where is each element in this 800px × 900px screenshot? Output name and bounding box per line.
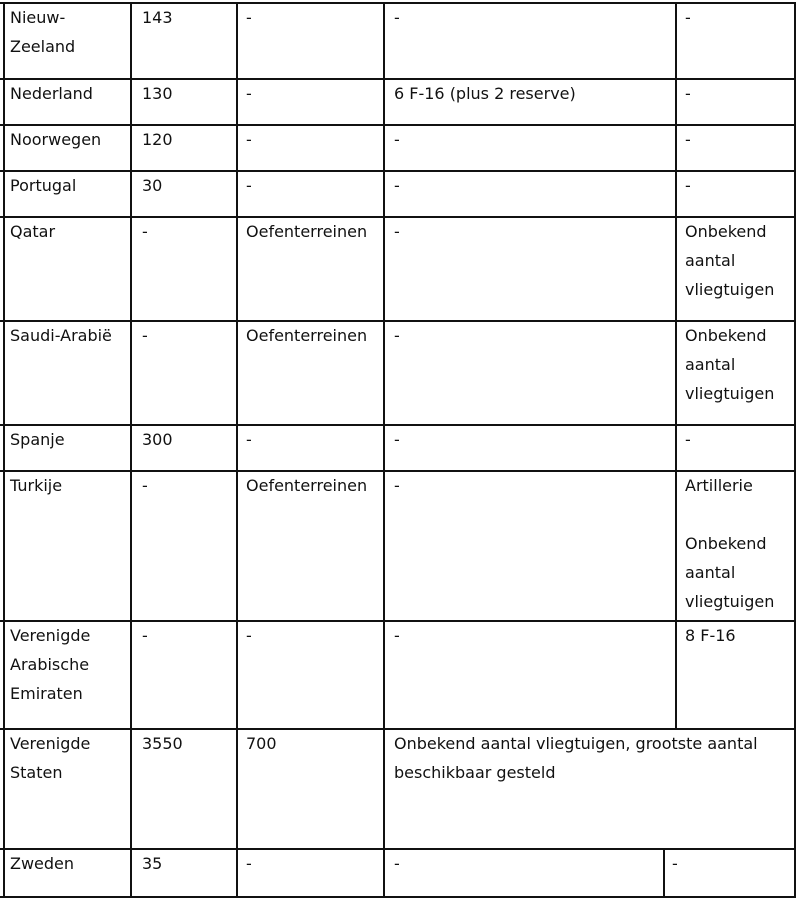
country-cell: Verenigde Arabische Emiraten <box>10 626 91 703</box>
cell-col5: - <box>685 84 691 103</box>
column-divider <box>130 470 132 622</box>
column-divider <box>3 170 5 218</box>
column-divider <box>130 848 132 898</box>
cell-col2: - <box>142 326 148 345</box>
cell-col4: - <box>394 854 400 873</box>
column-divider <box>3 78 5 126</box>
cell-col4: - <box>394 326 400 345</box>
cell-col4: - <box>394 130 400 149</box>
column-divider <box>236 620 238 730</box>
column-divider <box>675 78 677 126</box>
cell-col2: - <box>142 626 148 645</box>
cell-col2: 35 <box>142 854 163 873</box>
column-divider <box>794 728 796 850</box>
cell-col5: Onbekend aantal vliegtuigen <box>685 222 775 299</box>
column-divider <box>130 216 132 322</box>
column-divider <box>236 470 238 622</box>
cell-col3: Oefenterreinen <box>246 326 368 345</box>
cell-col5: - <box>672 854 678 873</box>
column-divider <box>3 320 5 426</box>
cell-col2: 30 <box>142 176 163 195</box>
cell-col3: Oefenterreinen <box>246 222 368 241</box>
column-divider <box>130 2 132 80</box>
cell-col4: 6 F-16 (plus 2 reserve) <box>394 84 576 103</box>
cell-col2: 3550 <box>142 734 183 753</box>
cell-col4: - <box>394 8 400 27</box>
cell-col2: 120 <box>142 130 173 149</box>
column-divider <box>383 470 385 622</box>
cell-col3: 700 <box>246 734 277 753</box>
column-divider <box>383 216 385 322</box>
column-divider <box>3 728 5 850</box>
country-cell: Spanje <box>10 430 65 449</box>
column-divider <box>236 78 238 126</box>
cell-col3: - <box>246 430 252 449</box>
column-divider <box>675 320 677 426</box>
column-divider <box>675 424 677 472</box>
column-divider <box>675 124 677 172</box>
column-divider <box>383 78 385 126</box>
column-divider <box>236 2 238 80</box>
column-divider <box>130 424 132 472</box>
cell-col3: - <box>246 176 252 195</box>
column-divider <box>794 470 796 622</box>
country-cell: Nieuw- Zeeland <box>10 8 76 56</box>
column-divider <box>3 124 5 172</box>
cell-col3: - <box>246 8 252 27</box>
column-divider <box>236 728 238 850</box>
row-divider <box>0 896 794 898</box>
column-divider <box>236 216 238 322</box>
cell-col4: - <box>394 626 400 645</box>
cell-col3: Oefenterreinen <box>246 476 368 495</box>
cell-col2: - <box>142 476 148 495</box>
column-divider <box>675 170 677 218</box>
column-divider <box>794 216 796 322</box>
column-divider <box>383 728 385 850</box>
column-divider <box>3 424 5 472</box>
cell-col5: - <box>685 176 691 195</box>
column-divider <box>675 470 677 622</box>
column-divider <box>236 320 238 426</box>
cell-col5: Onbekend aantal vliegtuigen <box>685 326 775 403</box>
cell-col3: - <box>246 84 252 103</box>
country-cell: Portugal <box>10 176 77 195</box>
column-divider <box>675 620 677 730</box>
column-divider <box>130 78 132 126</box>
cell-col5: 8 F-16 <box>685 626 736 645</box>
column-divider <box>663 848 665 898</box>
column-divider <box>3 470 5 622</box>
column-divider <box>794 620 796 730</box>
column-divider <box>236 170 238 218</box>
column-divider <box>794 78 796 126</box>
cell-col4: - <box>394 176 400 195</box>
country-cell: Zweden <box>10 854 75 873</box>
column-divider <box>383 320 385 426</box>
column-divider <box>236 848 238 898</box>
cell-col2: 300 <box>142 430 173 449</box>
column-divider <box>3 2 5 80</box>
cell-col5: - <box>685 8 691 27</box>
column-divider <box>236 424 238 472</box>
column-divider <box>3 216 5 322</box>
column-divider <box>383 170 385 218</box>
cell-col5: Artillerie Onbekend aantal vliegtuigen <box>685 476 775 611</box>
cell-col5: - <box>685 130 691 149</box>
country-cell: Saudi-Arabië <box>10 326 112 345</box>
column-divider <box>3 848 5 898</box>
cell-col4-merged: Onbekend aantal vliegtuigen, grootste aantal beschikbaar gesteld <box>394 734 758 782</box>
column-divider <box>130 124 132 172</box>
cell-col4: - <box>394 222 400 241</box>
column-divider <box>383 848 385 898</box>
cell-col5: - <box>685 430 691 449</box>
column-divider <box>794 2 796 80</box>
column-divider <box>794 124 796 172</box>
country-cell: Nederland <box>10 84 93 103</box>
column-divider <box>383 124 385 172</box>
column-divider <box>675 2 677 80</box>
column-divider <box>130 170 132 218</box>
cell-col3: - <box>246 854 252 873</box>
column-divider <box>794 170 796 218</box>
column-divider <box>383 424 385 472</box>
column-divider <box>3 620 5 730</box>
column-divider <box>383 2 385 80</box>
country-cell: Qatar <box>10 222 56 241</box>
cell-col4: - <box>394 476 400 495</box>
country-cell: Noorwegen <box>10 130 102 149</box>
cell-col3: - <box>246 626 252 645</box>
cell-col4: - <box>394 430 400 449</box>
column-divider <box>130 620 132 730</box>
cell-col2: 130 <box>142 84 173 103</box>
column-divider <box>130 728 132 850</box>
column-divider <box>236 124 238 172</box>
cell-col2: - <box>142 222 148 241</box>
column-divider <box>794 424 796 472</box>
column-divider <box>383 620 385 730</box>
cell-col2: 143 <box>142 8 173 27</box>
country-cell: Verenigde Staten <box>10 734 91 782</box>
cell-col3: - <box>246 130 252 149</box>
column-divider <box>675 216 677 322</box>
column-divider <box>130 320 132 426</box>
column-divider <box>794 848 796 898</box>
country-cell: Turkije <box>10 476 63 495</box>
column-divider <box>794 320 796 426</box>
